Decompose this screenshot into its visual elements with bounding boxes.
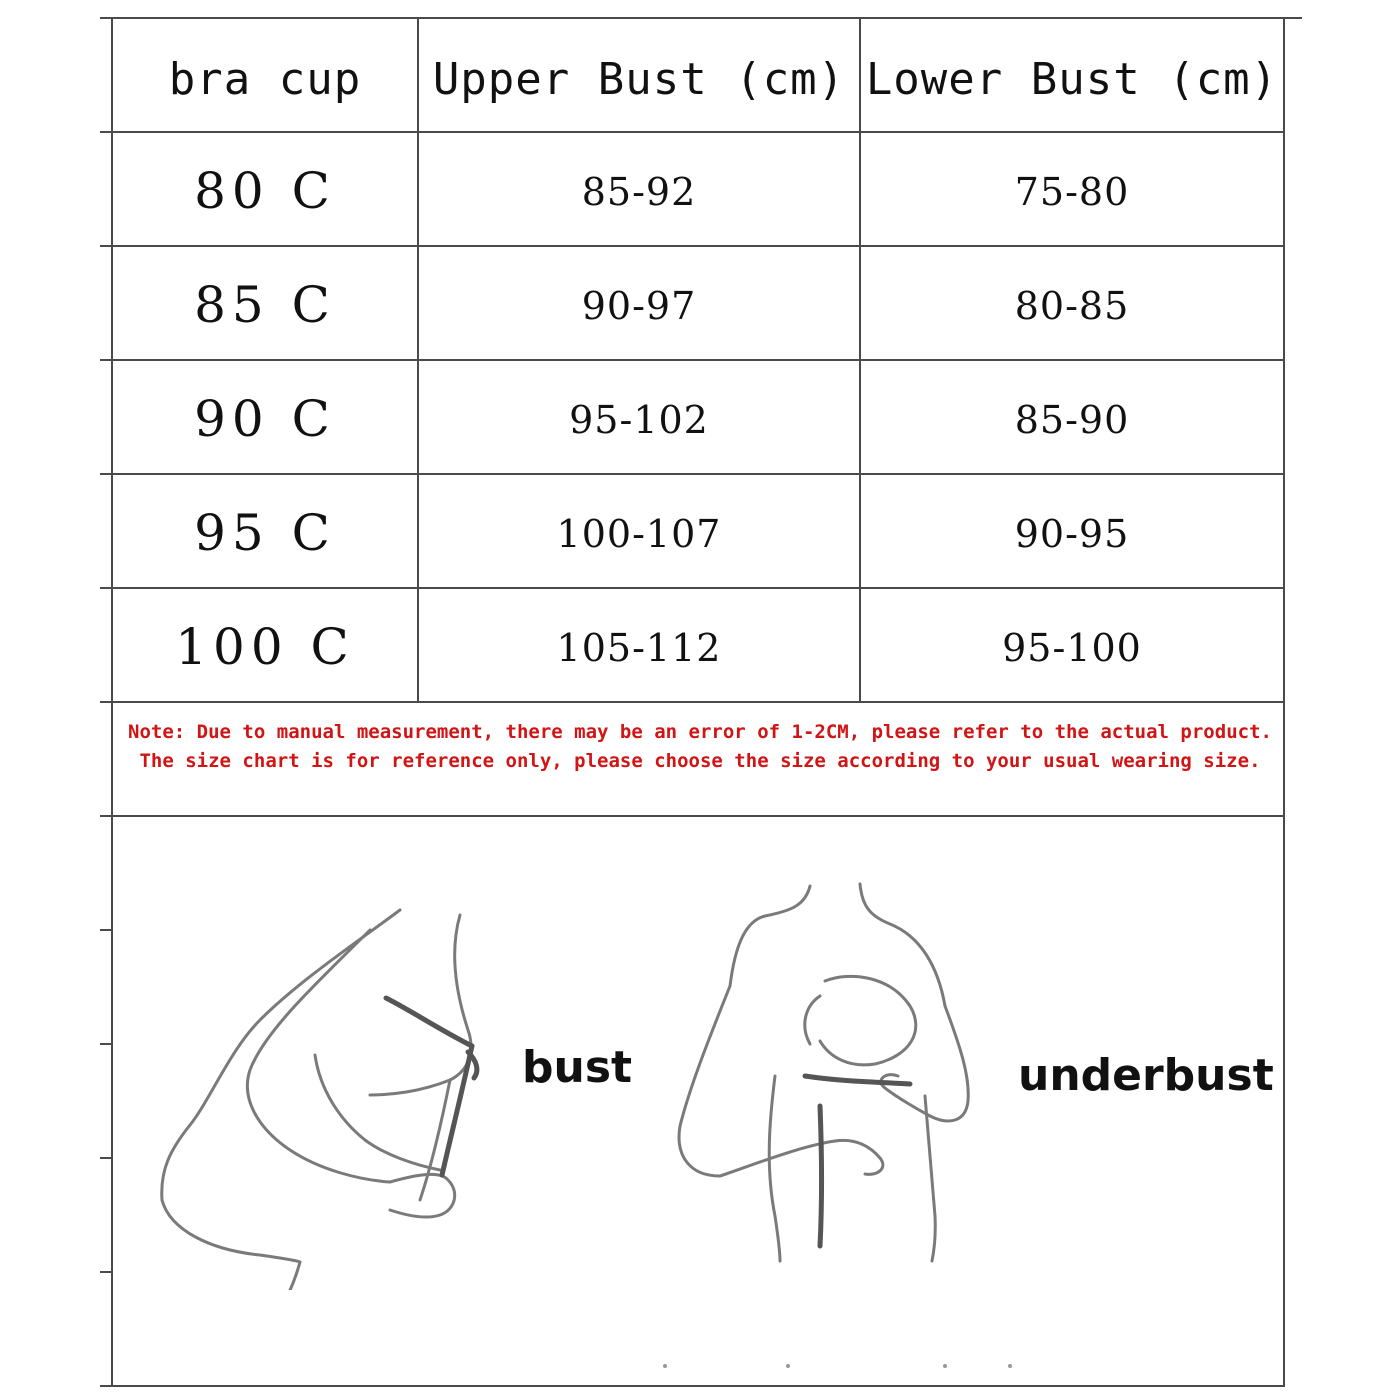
lower-bust-cell: 75-80 <box>1014 170 1130 214</box>
upper-bust-cell: 105-112 <box>556 626 722 670</box>
lower-bust-cell: 80-85 <box>1014 284 1130 328</box>
measurement-note: Note: Due to manual measurement, there may be an error of 1-2CM, please refer to the actual product. The size chart is for reference only, please choose the size according to your usual wearing size. <box>128 721 1272 772</box>
bust-label: bust <box>522 1042 633 1093</box>
header-bra-cup: bra cup <box>168 54 362 105</box>
underbust-measurement-illustration <box>670 876 1000 1266</box>
upper-bust-cell: 85-92 <box>581 170 697 214</box>
bust-measurement-illustration <box>150 870 510 1290</box>
size-cell: 100 C <box>175 618 355 676</box>
size-cell: 85 C <box>194 276 336 334</box>
size-cell: 90 C <box>194 390 336 448</box>
lower-bust-cell: 90-95 <box>1014 512 1130 556</box>
upper-bust-cell: 95-102 <box>569 398 709 442</box>
underbust-label: underbust <box>1018 1050 1274 1101</box>
lower-bust-cell: 85-90 <box>1014 398 1130 442</box>
header-lower-bust: Lower Bust (cm) <box>865 54 1279 105</box>
lower-bust-cell: 95-100 <box>1002 626 1142 670</box>
size-cell: 80 C <box>194 162 336 220</box>
size-cell: 95 C <box>194 504 336 562</box>
upper-bust-cell: 90-97 <box>581 284 697 328</box>
upper-bust-cell: 100-107 <box>556 512 722 556</box>
header-upper-bust: Upper Bust (cm) <box>432 54 846 105</box>
